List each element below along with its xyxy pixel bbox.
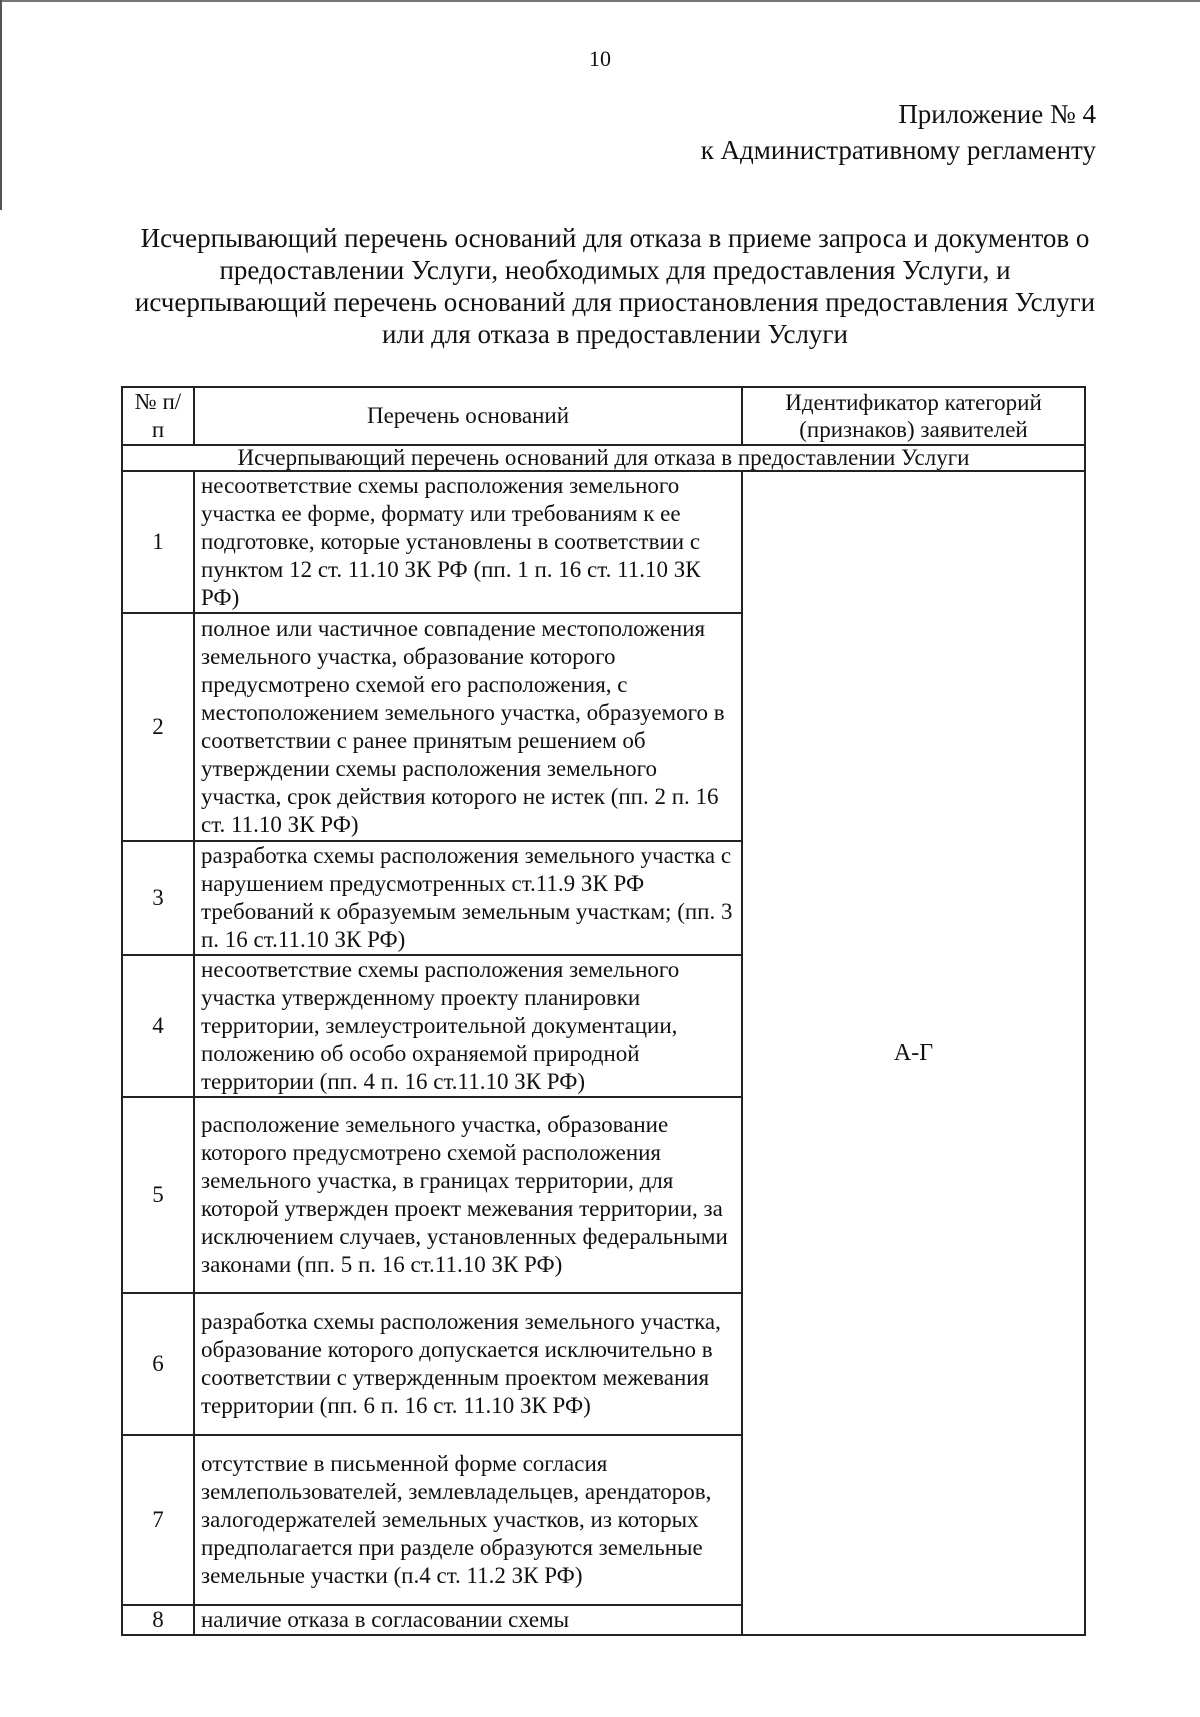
document-title [120,222,1110,350]
title-line-3: исчерпывающий перечень оснований для приостановления предоставления Услуги [134,287,1096,317]
title-line-1: Исчерпывающий перечень оснований для отказа в приеме запроса и документов о [140,223,1090,253]
header-num: № п/п [122,387,194,445]
row-num: 8 [122,1605,194,1635]
row-reason: разработка схемы расположения земельного участка с нарушением предусмотренных ст.11.9 ЗК РФ требований к образуемым земельным участкам; (пп. 3 п. 16 ст.11.10 ЗК РФ) [194,841,742,955]
row-reason: несоответствие схемы расположения земельного участка ее форме, формату или требованиям к ее подготовке, которые установлены в соответствии с пунктом 12 ст. 11.10 ЗК РФ (пп. 1 п. 16 ст. 11.10 ЗК РФ) [194,471,742,613]
appendix-number: Приложение № 4 [898,99,1096,129]
scan-left-edge [0,0,2,210]
header-identifier: Идентификатор категорий (признаков) заявителей [742,387,1085,445]
table-row [122,471,1085,613]
row-reason: расположение земельного участка, образование которого предусмотрено схемой расположения земельного участка, в границах территории, для которой утвержден проект межевания территории, за исключением случаев, установленных федеральными законами (пп. 5 п. 16 ст.11.10 ЗК РФ) [194,1097,742,1293]
appendix-reference: к Административному регламенту [700,135,1096,165]
row-reason: полное или частичное совпадение местоположения земельного участка, образование которого предусмотрено схемой его расположения, с местоположением земельного участка, образуемого в соответствии с ранее принятым решением об утверждении схемы расположения земельного участка, срок действия которого не истек (пп. 2 п. 16 ст. 11.10 ЗК РФ) [194,613,742,841]
section-title: Исчерпывающий перечень оснований для отказа в предоставлении Услуги [122,445,1085,471]
row-num: 5 [122,1097,194,1293]
row-num: 2 [122,613,194,841]
row-num: 3 [122,841,194,955]
scan-top-edge [0,0,1200,2]
identifier-value: А-Г [742,471,1085,1635]
header-reason: Перечень оснований [194,387,742,445]
row-num: 4 [122,955,194,1097]
section-row [122,445,1085,471]
row-num: 7 [122,1435,194,1605]
row-reason: несоответствие схемы расположения земельного участка утвержденному проекту планировки территории, землеустроительной документации, положению об особо охраняемой природной территории (пп. 4 п. 16 ст.11.10 ЗК РФ) [194,955,742,1097]
page-number: 10 [589,46,611,71]
row-reason: наличие отказа в согласовании схемы [194,1605,742,1635]
title-line-2: предоставлении Услуги, необходимых для предоставления Услуги, и [219,255,1011,285]
row-num: 1 [122,471,194,613]
appendix-header [701,96,1096,168]
table-header-row [122,387,1085,445]
row-reason: отсутствие в письменной форме согласия землепользователей, землевладельцев, арендаторов, залогодержателей земельных участков, из которых предполагается при разделе образуются земельные земельные участки (п.4 ст. 11.2 ЗК РФ) [194,1435,742,1605]
row-reason: разработка схемы расположения земельного участка, образование которого допускается исключительно в соответствии с утвержденным проектом межевания территории (пп. 6 п. 16 ст. 11.10 ЗК РФ) [194,1293,742,1435]
title-line-4: или для отказа в предоставлении Услуги [382,319,848,349]
row-num: 6 [122,1293,194,1435]
grounds-table [121,386,1086,1636]
